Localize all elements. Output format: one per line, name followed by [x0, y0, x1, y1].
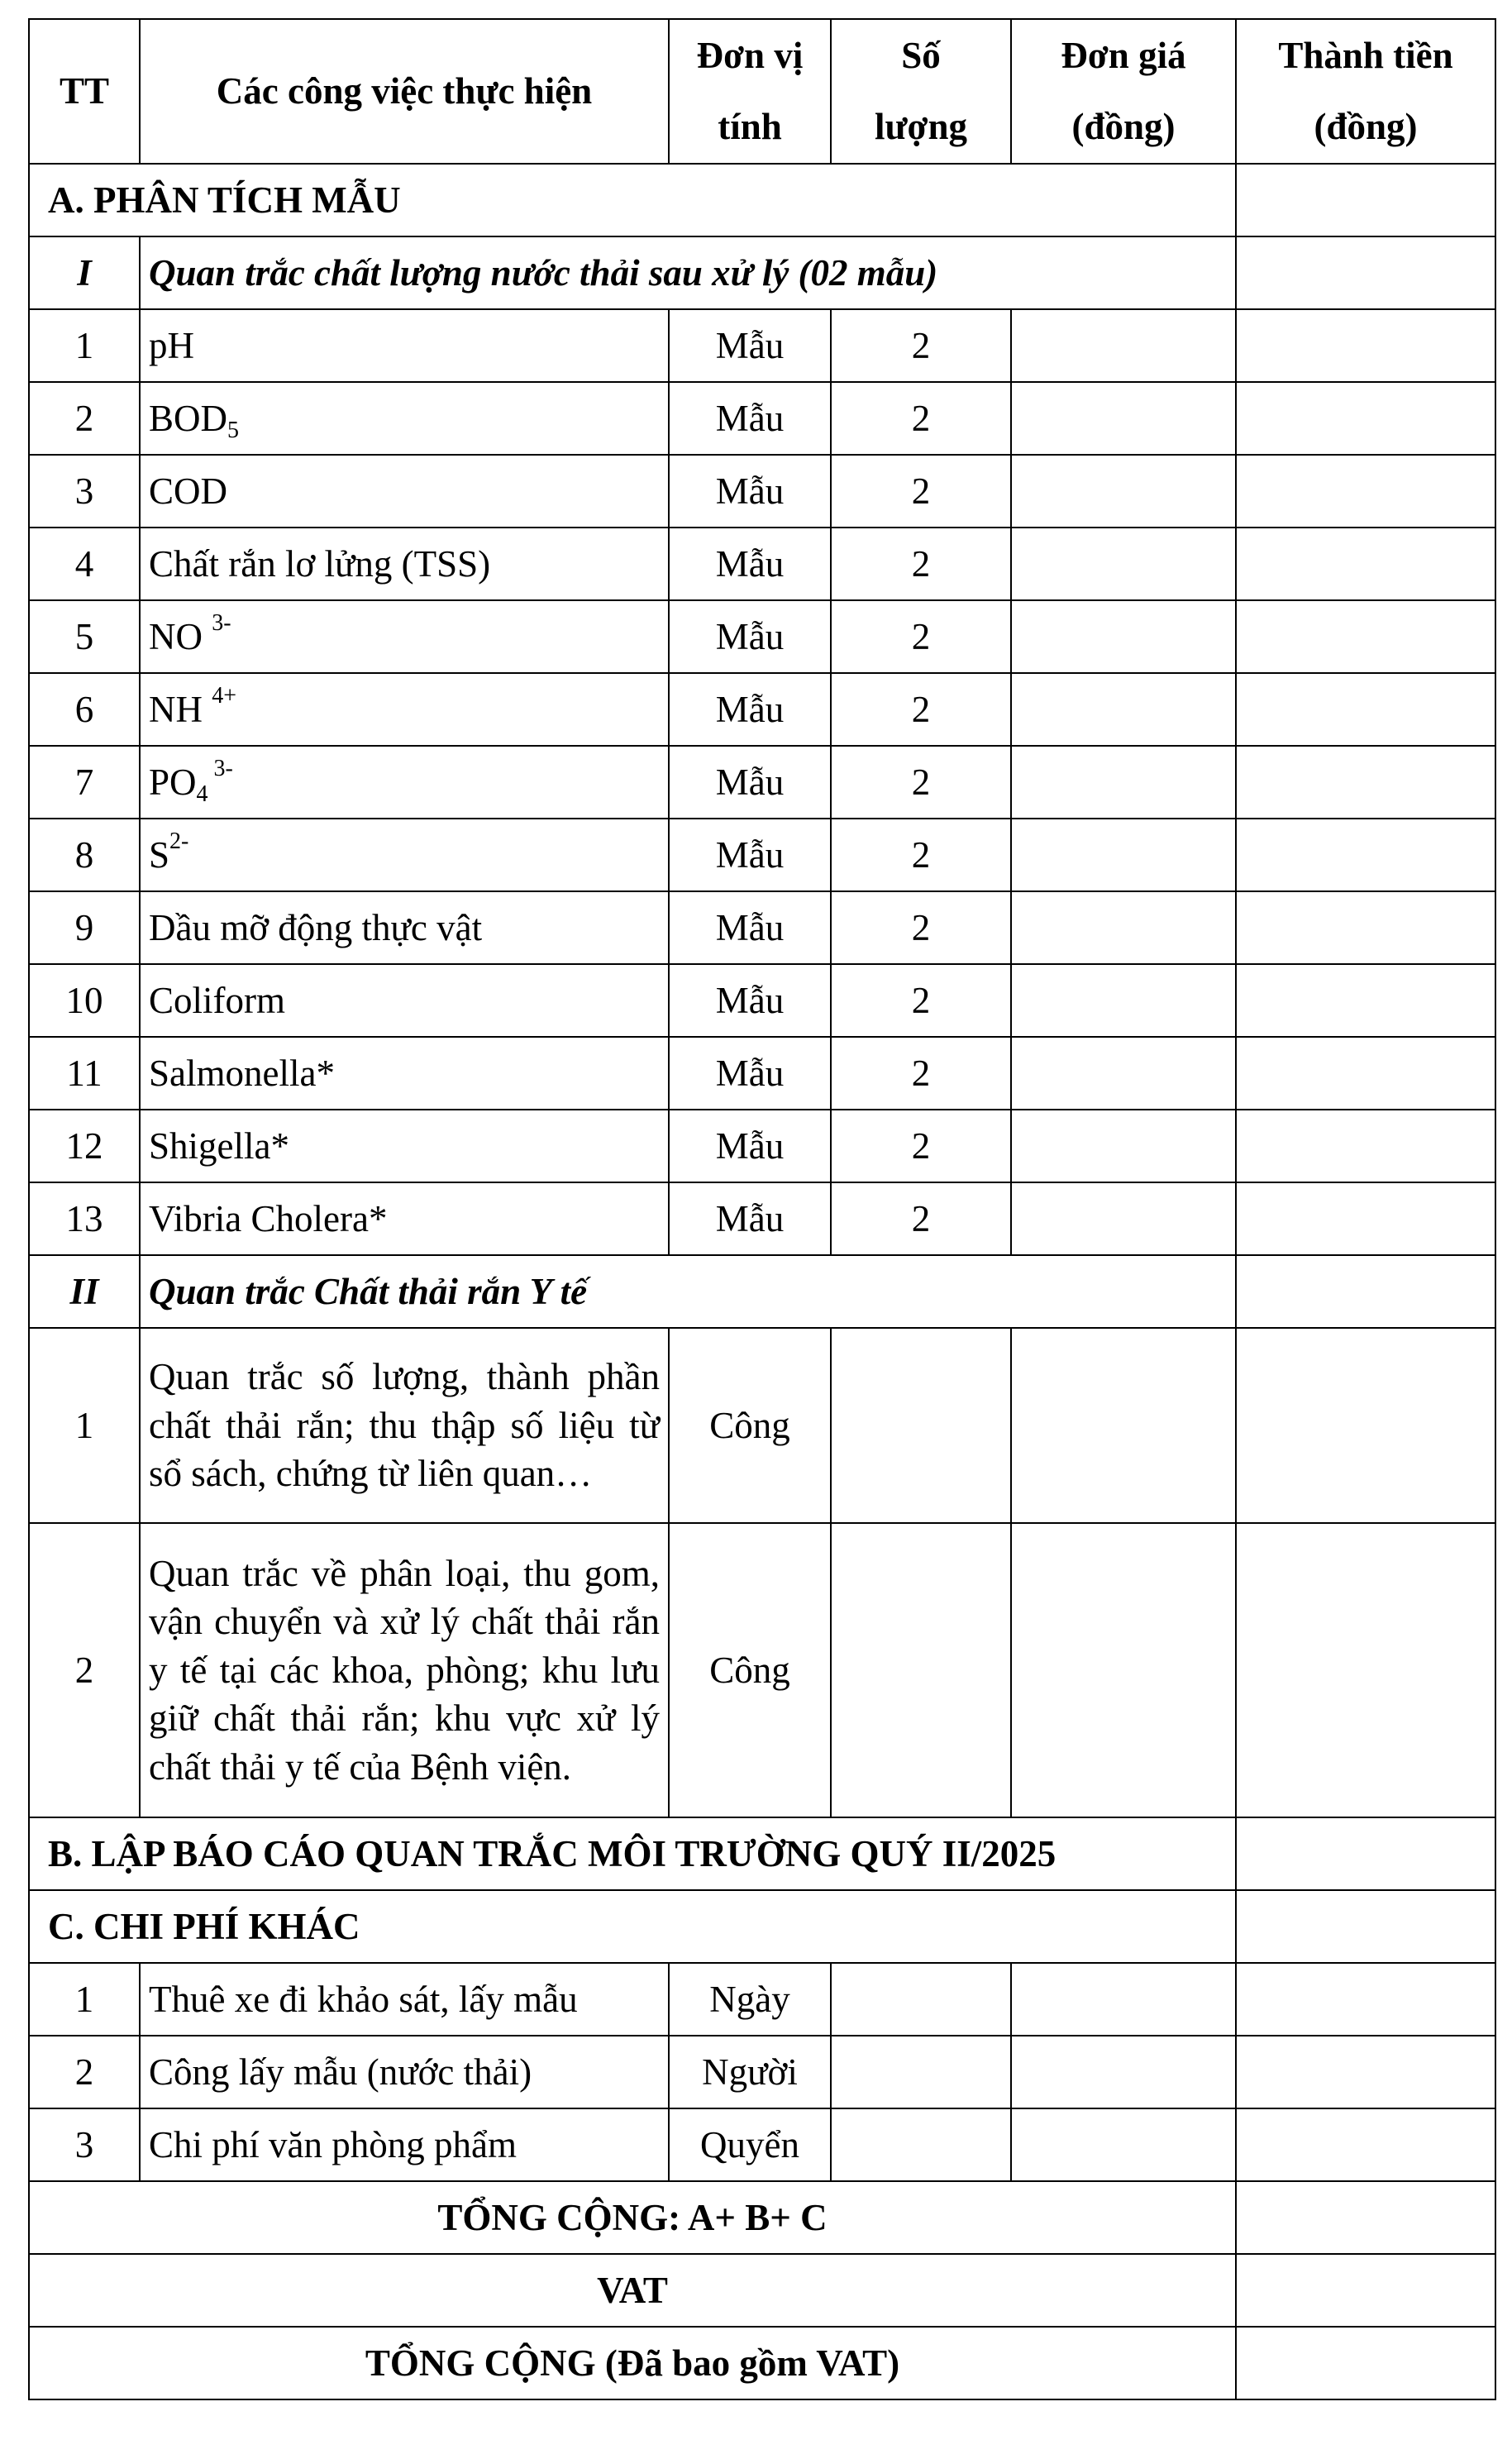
table-row: [29, 964, 1495, 1037]
row-description: [140, 600, 669, 673]
row-number: 1: [29, 1328, 140, 1523]
row-qty: 2: [831, 528, 1011, 600]
row-description-text: Chi phí văn phòng phẩm: [149, 2123, 517, 2165]
section-c-title: C. CHI PHÍ KHÁC: [29, 1890, 1236, 1963]
row-price: [1011, 2036, 1236, 2108]
row-number: 13: [29, 1182, 140, 1255]
row-amount: [1236, 1182, 1495, 1255]
table-row: [29, 600, 1495, 673]
row-price: [1011, 1523, 1236, 1817]
superscript: 4+: [212, 682, 237, 709]
row-number: 12: [29, 1110, 140, 1182]
group-ii-row: [29, 1255, 1495, 1328]
row-description-text: Vibria Cholera*: [149, 1197, 388, 1239]
group-i-row: [29, 236, 1495, 309]
row-price: [1011, 891, 1236, 964]
table-row: [29, 1110, 1495, 1182]
section-a-title: A. PHÂN TÍCH MẪU: [29, 164, 1236, 236]
row-unit: Ngày: [669, 1963, 831, 2036]
row-unit: Mẫu: [669, 1037, 831, 1110]
row-number: 7: [29, 746, 140, 819]
table-row: [29, 1523, 1495, 1817]
row-description-text: NH: [149, 688, 212, 730]
row-qty: 2: [831, 819, 1011, 891]
row-qty: [831, 1328, 1011, 1523]
row-number: 8: [29, 819, 140, 891]
row-number: 9: [29, 891, 140, 964]
table-row: [29, 819, 1495, 891]
row-description: [140, 309, 669, 382]
row-unit: Mẫu: [669, 600, 831, 673]
row-description: [140, 455, 669, 528]
row-qty: 2: [831, 1182, 1011, 1255]
row-description: [140, 1037, 669, 1110]
row-description-text: Salmonella*: [149, 1052, 335, 1094]
row-qty: 2: [831, 1110, 1011, 1182]
row-price: [1011, 1182, 1236, 1255]
row-unit: Mẫu: [669, 528, 831, 600]
row-unit: Mẫu: [669, 455, 831, 528]
row-amount: [1236, 1963, 1495, 2036]
row-amount: [1236, 673, 1495, 746]
row-price: [1011, 673, 1236, 746]
row-description-text: Shigella*: [149, 1124, 289, 1167]
row-unit: Mẫu: [669, 891, 831, 964]
row-amount: [1236, 309, 1495, 382]
row-unit: Công: [669, 1523, 831, 1817]
row-description: [140, 819, 669, 891]
row-description: [140, 891, 669, 964]
table-row: [29, 2036, 1495, 2108]
group-i-num: I: [29, 236, 140, 309]
row-qty: 2: [831, 891, 1011, 964]
table-row: [29, 746, 1495, 819]
row-qty: 2: [831, 964, 1011, 1037]
subtotal-value: [1236, 2181, 1495, 2254]
superscript: 2-: [169, 828, 189, 854]
row-description: Quan trắc số lượng, thành phần chất thải rắn; thu thập số liệu từ sổ sách, chứng từ liên quan…: [140, 1328, 669, 1523]
row-unit: Mẫu: [669, 382, 831, 455]
table-row: [29, 673, 1495, 746]
row-amount: [1236, 1523, 1495, 1817]
row-qty: [831, 2108, 1011, 2181]
table-row: [29, 309, 1495, 382]
row-qty: 2: [831, 600, 1011, 673]
row-unit: Mẫu: [669, 309, 831, 382]
row-description-text: Thuê xe đi khảo sát, lấy mẫu: [149, 1978, 578, 2020]
superscript: 3-: [207, 755, 233, 781]
row-description: [140, 1182, 669, 1255]
row-price: [1011, 309, 1236, 382]
row-description-text: Chất rắn lơ lửng (TSS): [149, 542, 491, 585]
row-price: [1011, 600, 1236, 673]
row-number: 2: [29, 382, 140, 455]
row-description-text: NO: [149, 615, 212, 657]
row-amount: [1236, 600, 1495, 673]
row-number: 5: [29, 600, 140, 673]
section-c-items: [29, 1963, 1495, 2181]
row-price: [1011, 455, 1236, 528]
row-price: [1011, 1963, 1236, 2036]
row-price: [1011, 964, 1236, 1037]
row-number: 3: [29, 2108, 140, 2181]
row-amount: [1236, 1110, 1495, 1182]
superscript: 3-: [212, 609, 231, 636]
subscript: 4: [196, 781, 208, 807]
table-row: [29, 891, 1495, 964]
grand-total-label: TỔNG CỘNG (Đã bao gồm VAT): [29, 2327, 1236, 2399]
row-price: [1011, 1328, 1236, 1523]
row-price: [1011, 746, 1236, 819]
row-description-text: pH: [149, 324, 194, 366]
section-c-row: [29, 1890, 1495, 1963]
row-amount: [1236, 2108, 1495, 2181]
subscript: 5: [227, 417, 240, 443]
header-tt: TT: [29, 19, 140, 164]
row-amount: [1236, 455, 1495, 528]
header-price: Đơn giá (đồng): [1011, 19, 1236, 164]
header-unit: Đơn vị tính: [669, 19, 831, 164]
row-number: 6: [29, 673, 140, 746]
row-amount: [1236, 964, 1495, 1037]
row-unit: Mẫu: [669, 964, 831, 1037]
row-description: [140, 1110, 669, 1182]
table-row: [29, 1182, 1495, 1255]
row-description: [140, 964, 669, 1037]
row-price: [1011, 528, 1236, 600]
row-number: 10: [29, 964, 140, 1037]
row-qty: 2: [831, 309, 1011, 382]
row-amount: [1236, 819, 1495, 891]
section-b-title: B. LẬP BÁO CÁO QUAN TRẮC MÔI TRƯỜNG QUÝ II/2025: [29, 1817, 1236, 1890]
row-amount: [1236, 528, 1495, 600]
row-description: [140, 673, 669, 746]
row-description: [140, 528, 669, 600]
grand-total-value: [1236, 2327, 1495, 2399]
row-description: [140, 746, 669, 819]
row-description: [140, 2108, 669, 2181]
header-qty: Số lượng: [831, 19, 1011, 164]
row-qty: 2: [831, 673, 1011, 746]
row-unit: Mẫu: [669, 746, 831, 819]
row-price: [1011, 819, 1236, 891]
row-number: 1: [29, 309, 140, 382]
table-row: [29, 528, 1495, 600]
row-unit: Công: [669, 1328, 831, 1523]
row-description-text: BOD: [149, 397, 228, 439]
row-price: [1011, 382, 1236, 455]
row-qty: 2: [831, 382, 1011, 455]
vat-row: [29, 2254, 1495, 2327]
table-row: [29, 455, 1495, 528]
row-unit: Mẫu: [669, 819, 831, 891]
group-i-title: Quan trắc chất lượng nước thải sau xử lý (02 mẫu): [140, 236, 1236, 309]
table-row: [29, 1037, 1495, 1110]
row-amount: [1236, 891, 1495, 964]
header-amount: Thành tiền (đồng): [1236, 19, 1495, 164]
row-amount: [1236, 382, 1495, 455]
table-row: [29, 1328, 1495, 1523]
row-unit: Mẫu: [669, 673, 831, 746]
row-amount: [1236, 746, 1495, 819]
row-number: 3: [29, 455, 140, 528]
row-amount: [1236, 2036, 1495, 2108]
row-qty: [831, 1963, 1011, 2036]
section-b-row: [29, 1817, 1495, 1890]
row-description-text: Dầu mỡ động thực vật: [149, 906, 483, 948]
row-unit: Mẫu: [669, 1110, 831, 1182]
row-unit: Mẫu: [669, 1182, 831, 1255]
row-unit: Quyển: [669, 2108, 831, 2181]
row-price: [1011, 1110, 1236, 1182]
row-qty: [831, 2036, 1011, 2108]
section-a-row: [29, 164, 1495, 236]
row-qty: 2: [831, 746, 1011, 819]
header-row: [29, 19, 1495, 164]
row-price: [1011, 1037, 1236, 1110]
row-number: 2: [29, 1523, 140, 1817]
vat-value: [1236, 2254, 1495, 2327]
row-description-text: PO: [149, 761, 197, 803]
row-description-text: COD: [149, 470, 228, 512]
row-description: Quan trắc về phân loại, thu gom, vận chuyển và xử lý chất thải rắn y tế tại các khoa, phòng; khu lưu giữ chất thải rắn; khu vực xử lý chất thải y tế của Bệnh viện.: [140, 1523, 669, 1817]
row-description-text: Công lấy mẫu (nước thải): [149, 2051, 532, 2093]
row-qty: 2: [831, 1037, 1011, 1110]
row-number: 4: [29, 528, 140, 600]
row-description: [140, 1963, 669, 2036]
row-number: 2: [29, 2036, 140, 2108]
row-description-text: Coliform: [149, 979, 285, 1021]
row-qty: 2: [831, 455, 1011, 528]
header-work: Các công việc thực hiện: [140, 19, 669, 164]
table-row: [29, 1963, 1495, 2036]
row-number: 11: [29, 1037, 140, 1110]
row-amount: [1236, 1037, 1495, 1110]
row-number: 1: [29, 1963, 140, 2036]
row-unit: Người: [669, 2036, 831, 2108]
row-description-text: S: [149, 833, 170, 876]
group-i-items: [29, 309, 1495, 1255]
group-ii-title: Quan trắc Chất thải rắn Y tế: [140, 1255, 1236, 1328]
subtotal-label: TỔNG CỘNG: A+ B+ C: [29, 2181, 1236, 2254]
table-row: [29, 2108, 1495, 2181]
subtotal-row: [29, 2181, 1495, 2254]
cost-estimate-table: [28, 18, 1496, 2400]
table-row: [29, 382, 1495, 455]
row-description: [140, 2036, 669, 2108]
row-amount: [1236, 1328, 1495, 1523]
grand-total-row: [29, 2327, 1495, 2399]
row-qty: [831, 1523, 1011, 1817]
row-price: [1011, 2108, 1236, 2181]
group-ii-num: II: [29, 1255, 140, 1328]
vat-label: VAT: [29, 2254, 1236, 2327]
row-description: [140, 382, 669, 455]
